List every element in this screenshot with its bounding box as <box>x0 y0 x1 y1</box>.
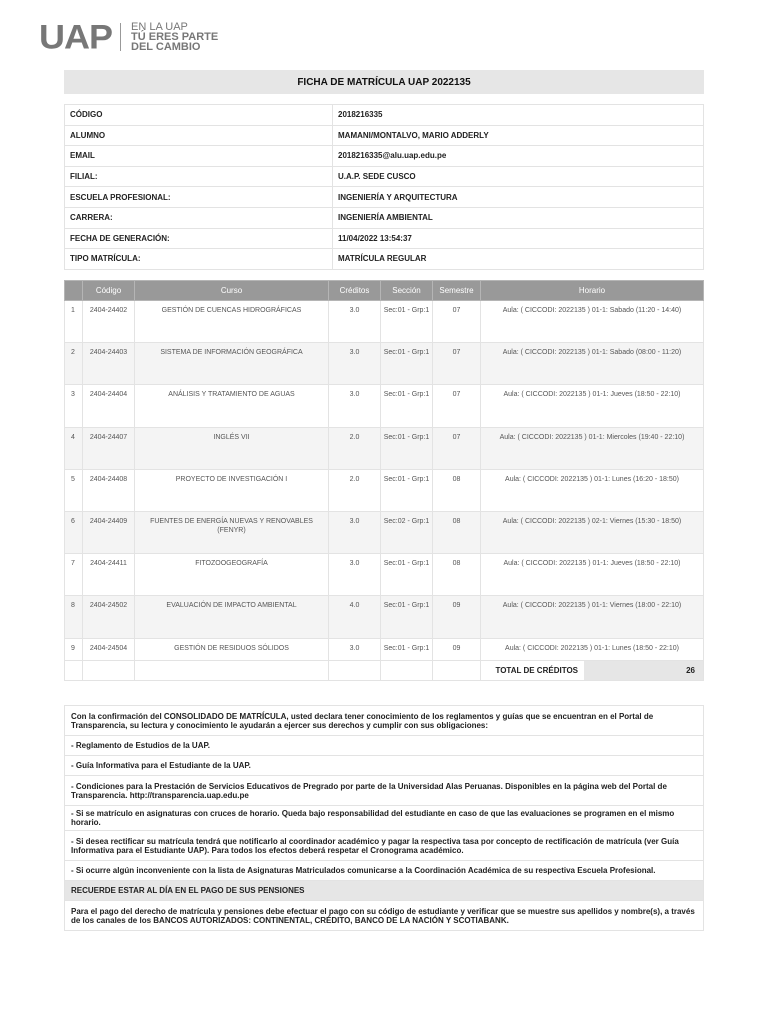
column-header: Créditos <box>329 281 381 301</box>
info-value: MAMANI/MONTALVO, MARIO ADDERLY <box>333 125 704 146</box>
notes-table <box>64 705 704 931</box>
course-section: Sec:01 - Grp:1 <box>381 596 433 638</box>
course-code: 2404-24407 <box>83 427 135 469</box>
course-name: INGLÉS VII <box>135 427 329 469</box>
column-header: Horario <box>481 281 704 301</box>
course-code: 2404-24404 <box>83 385 135 427</box>
course-name: FUENTES DE ENERGÍA NUEVAS Y RENOVABLES (FENYR) <box>135 511 329 553</box>
course-name: PROYECTO DE INVESTIGACIÓN I <box>135 469 329 511</box>
note-item <box>65 756 704 776</box>
note-text: - Condiciones para la Prestación de Servicios Educativos de Pregrado por parte de la Universidad Alas Peruanas. Disponibles en la página web del Portal de Transparencia. http://transparencia.uap.edu.pe <box>65 776 704 806</box>
row-number: 4 <box>65 427 83 469</box>
course-credits: 3.0 <box>329 385 381 427</box>
row-number: 3 <box>65 385 83 427</box>
course-name: GESTIÓN DE CUENCAS HIDROGRÁFICAS <box>135 301 329 343</box>
info-value: U.A.P. SEDE CUSCO <box>333 166 704 187</box>
course-section: Sec:01 - Grp:1 <box>381 301 433 343</box>
course-semester: 07 <box>433 385 481 427</box>
document-title: FICHA DE MATRÍCULA UAP 2022135 <box>64 70 704 94</box>
table-row <box>65 469 704 511</box>
course-credits: 3.0 <box>329 511 381 553</box>
course-credits: 3.0 <box>329 301 381 343</box>
course-semester: 07 <box>433 427 481 469</box>
course-schedule: Aula: ( CICCODI: 2022135 ) 01-1: Lunes (18:50 - 22:10) <box>481 638 704 680</box>
column-header: Sección <box>381 281 433 301</box>
course-code: 2404-24504 <box>83 638 135 680</box>
student-info-table <box>64 104 704 270</box>
info-label: CARRERA: <box>65 207 333 228</box>
row-number: 6 <box>65 511 83 553</box>
course-credits: 4.0 <box>329 596 381 638</box>
logo-divider <box>120 23 121 51</box>
course-credits: 2.0 <box>329 469 381 511</box>
course-credits: 3.0 <box>329 554 381 596</box>
course-schedule: Aula: ( CICCODI: 2022135 ) 01-1: Sabado (08:00 - 11:20) <box>481 343 704 385</box>
column-header <box>65 281 83 301</box>
course-section: Sec:01 - Grp:1 <box>381 343 433 385</box>
note-text: - Si desea rectificar su matrícula tendrá que notificarlo al coordinador académico y pagar la respectiva tasa por concepto de rectificación de matrícula (ver Guía Informativa para el Estudiante UAP). Para todos los efectos deberá respetar el Cronograma académico. <box>65 831 704 861</box>
info-row <box>65 105 704 126</box>
course-semester: 08 <box>433 554 481 596</box>
course-semester: 08 <box>433 511 481 553</box>
total-credits-value: 26 <box>584 661 703 680</box>
tagline-line-2: TÚ ERES PARTE <box>131 31 219 43</box>
course-semester: 07 <box>433 343 481 385</box>
courses-header-row <box>65 281 704 301</box>
info-row <box>65 228 704 249</box>
course-schedule: Aula: ( CICCODI: 2022135 ) 01-1: Jueves (18:50 - 22:10) <box>481 385 704 427</box>
course-section: Sec:01 - Grp:1 <box>381 554 433 596</box>
table-row <box>65 301 704 343</box>
tagline-line-3: DEL CAMBIO <box>131 41 201 53</box>
info-label: ALUMNO <box>65 125 333 146</box>
row-number: 7 <box>65 554 83 596</box>
column-header: Semestre <box>433 281 481 301</box>
info-row <box>65 187 704 208</box>
table-row <box>65 511 704 553</box>
note-text: RECUERDE ESTAR AL DÍA EN EL PAGO DE SUS PENSIONES <box>65 881 704 901</box>
course-code: 2404-24408 <box>83 469 135 511</box>
info-value: INGENIERÍA AMBIENTAL <box>333 207 704 228</box>
course-schedule: Aula: ( CICCODI: 2022135 ) 01-1: Lunes (16:20 - 18:50) <box>481 469 704 511</box>
course-section: Sec:01 - Grp:1 <box>381 427 433 469</box>
course-section: Sec:02 - Grp:1 <box>381 511 433 553</box>
course-section: Sec:01 - Grp:1 <box>381 638 433 680</box>
column-header: Curso <box>135 281 329 301</box>
course-semester: 08 <box>433 469 481 511</box>
course-code: 2404-24402 <box>83 301 135 343</box>
note-item <box>65 831 704 861</box>
tagline-line-1: EN LA UAP <box>131 21 188 33</box>
total-credits-row <box>64 660 704 681</box>
note-text: - Reglamento de Estudios de la UAP. <box>65 736 704 756</box>
course-name: SISTEMA DE INFORMACIÓN GEOGRÁFICA <box>135 343 329 385</box>
row-number: 9 <box>65 638 83 680</box>
info-value: 2018216335 <box>333 105 704 126</box>
info-label: ESCUELA PROFESIONAL: <box>65 187 333 208</box>
course-code: 2404-24502 <box>83 596 135 638</box>
column-header: Código <box>83 281 135 301</box>
row-number: 2 <box>65 343 83 385</box>
row-number: 5 <box>65 469 83 511</box>
info-value: MATRÍCULA REGULAR <box>333 249 704 270</box>
course-semester: 09 <box>433 638 481 680</box>
course-schedule: Aula: ( CICCODI: 2022135 ) 02-1: Viernes (15:30 - 18:50) <box>481 511 704 553</box>
info-label: TIPO MATRÍCULA: <box>65 249 333 270</box>
course-name: ANÁLISIS Y TRATAMIENTO DE AGUAS <box>135 385 329 427</box>
course-credits: 3.0 <box>329 343 381 385</box>
note-text: Con la confirmación del CONSOLIDADO DE MATRÍCULA, usted declara tener conocimiento de los reglamentos y guías que se encuentran en el Portal de Transparencia, su lectura y conocimiento le ayudarán a ejercer sus derechos y cumplir con sus obligaciones: <box>65 706 704 736</box>
course-credits: 3.0 <box>329 638 381 680</box>
note-text: - Si se matrículo en asignaturas con cruces de horario. Queda bajo responsabilidad del estudiante en caso de que las evaluaciones se programen en el mismo horario. <box>65 806 704 831</box>
course-schedule: Aula: ( CICCODI: 2022135 ) 01-1: Sabado (11:20 - 14:40) <box>481 301 704 343</box>
info-row <box>65 125 704 146</box>
note-item <box>65 736 704 756</box>
info-row <box>65 207 704 228</box>
course-schedule: Aula: ( CICCODI: 2022135 ) 01-1: Viernes (18:00 - 22:10) <box>481 596 704 638</box>
course-name: EVALUACIÓN DE IMPACTO AMBIENTAL <box>135 596 329 638</box>
notes-section-header <box>65 881 704 901</box>
course-code: 2404-24409 <box>83 511 135 553</box>
table-row <box>65 385 704 427</box>
info-label: CÓDIGO <box>65 105 333 126</box>
note-text: - Guía Informativa para el Estudiante de la UAP. <box>65 756 704 776</box>
note-text: - Si ocurre algún inconveniente con la lista de Asignaturas Matriculados comunicarse a la Coordinación Académica de su respectiva Escuela Profesional. <box>65 861 704 881</box>
row-number: 1 <box>65 301 83 343</box>
info-row <box>65 249 704 270</box>
logo-tagline <box>131 22 218 52</box>
note-item <box>65 706 704 736</box>
info-row <box>65 146 704 167</box>
info-value: 11/04/2022 13:54:37 <box>333 228 704 249</box>
note-item <box>65 776 704 806</box>
course-credits: 2.0 <box>329 427 381 469</box>
info-value: 2018216335@alu.uap.edu.pe <box>333 146 704 167</box>
table-row <box>65 596 704 638</box>
logo-mark: UAP <box>39 17 113 56</box>
total-credits-label: TOTAL DE CRÉDITOS <box>495 666 578 675</box>
course-schedule: Aula: ( CICCODI: 2022135 ) 01-1: Jueves (18:50 - 22:10) <box>481 554 704 596</box>
info-value: INGENIERÍA Y ARQUITECTURA <box>333 187 704 208</box>
row-number: 8 <box>65 596 83 638</box>
course-name: GESTIÓN DE RESIDUOS SÓLIDOS <box>135 638 329 680</box>
courses-table <box>64 280 704 681</box>
course-semester: 07 <box>433 301 481 343</box>
course-schedule: Aula: ( CICCODI: 2022135 ) 01-1: Miercoles (19:40 - 22:10) <box>481 427 704 469</box>
note-text: Para el pago del derecho de matrícula y pensiones debe efectuar el pago con su código de estudiante y verificar que se muestre sus apellidos y nombre(s), a través de los canales de los BANCOS AUTORIZADOS: CONTINENTAL, CRÉDITO, BANCO DE LA NACIÓN Y SCOTIABANK. <box>65 901 704 931</box>
uap-logo <box>39 17 219 56</box>
info-label: EMAIL <box>65 146 333 167</box>
note-item <box>65 901 704 931</box>
course-section: Sec:01 - Grp:1 <box>381 469 433 511</box>
course-name: FITOZOOGEOGRAFÍA <box>135 554 329 596</box>
course-code: 2404-24411 <box>83 554 135 596</box>
note-item <box>65 861 704 881</box>
course-semester: 09 <box>433 596 481 638</box>
course-code: 2404-24403 <box>83 343 135 385</box>
info-label: FILIAL: <box>65 166 333 187</box>
info-label: FECHA DE GENERACIÓN: <box>65 228 333 249</box>
table-row <box>65 554 704 596</box>
table-row <box>65 343 704 385</box>
table-row <box>65 427 704 469</box>
note-item <box>65 806 704 831</box>
info-row <box>65 166 704 187</box>
course-section: Sec:01 - Grp:1 <box>381 385 433 427</box>
